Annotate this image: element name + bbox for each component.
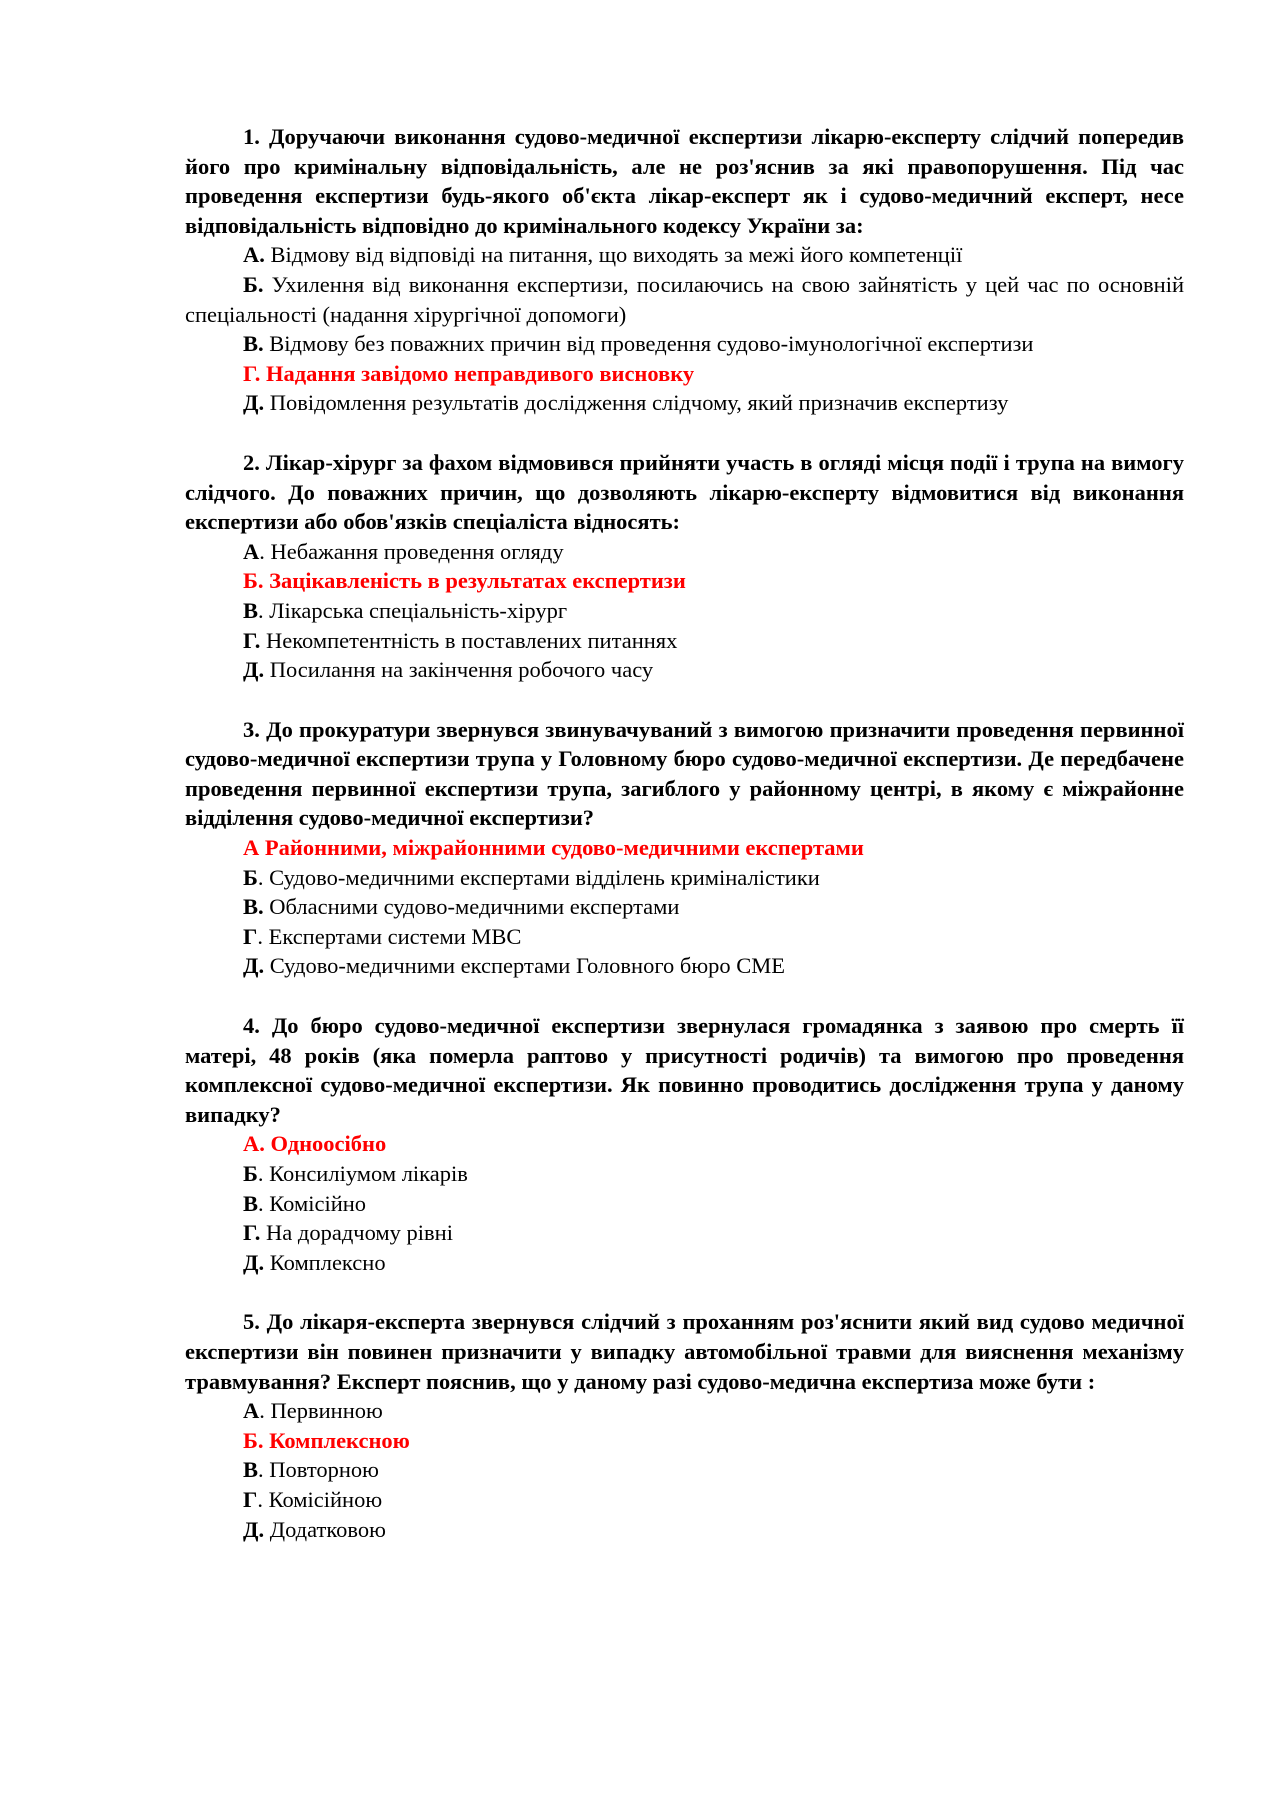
question-block <box>185 1307 1184 1544</box>
question-block <box>185 1011 1184 1277</box>
question-text: 3. До прокуратури звернувся звинувачуваний з вимогою призначити проведення первинної судово-медичної експертизи трупа у Головному бюро судово-медичної експертизи. Де передбачене проведення первинної експертизи трупа, загиблого у районному центрі, в якому є міжрайонне відділення судово-медичної експертизи? <box>185 716 1184 831</box>
option-letter: А. <box>243 242 265 268</box>
option-text: . Комісійною <box>257 1486 383 1512</box>
answer-option <box>185 1455 1184 1485</box>
option-letter: А. <box>243 1131 265 1157</box>
option-text: . Лікарська спеціальність-хірург <box>258 597 568 623</box>
option-letter: Б. <box>243 271 264 297</box>
option-text: Судово-медичними експертами Головного бюро СМЕ <box>264 953 786 979</box>
answer-option <box>185 922 1184 952</box>
option-letter: Г. <box>243 1220 261 1246</box>
question-block <box>185 122 1184 418</box>
option-text: Комплексно <box>264 1249 386 1275</box>
option-text: Зацікавленість в результатах експертизи <box>263 568 686 594</box>
option-letter: Г <box>243 923 258 949</box>
answer-option <box>185 1396 1184 1426</box>
option-text: Некомпетентність в поставлених питаннях <box>260 627 678 653</box>
option-letter: Г <box>243 1486 258 1512</box>
answer-option <box>185 655 1184 685</box>
answer-option <box>185 1159 1184 1189</box>
option-letter: Б. <box>243 1427 264 1453</box>
option-text: Ухилення від виконання експертизи, посилаючись на свою зайнятість у цей час по основній спеціальності (надання хірургічної допомоги) <box>185 271 1184 327</box>
option-letter: Б <box>243 864 258 890</box>
answer-option <box>185 892 1184 922</box>
answer-option <box>185 951 1184 981</box>
option-text: Посилання на закінчення робочого часу <box>264 657 654 683</box>
option-text: Повідомлення результатів дослідження слідчому, який призначив експертизу <box>264 390 1009 416</box>
option-letter: Д. <box>243 1249 265 1275</box>
answer-option <box>185 1485 1184 1515</box>
option-letter: Б. <box>243 568 264 594</box>
option-letter: Д. <box>243 657 265 683</box>
option-text: Обласними судово-медичними експертами <box>263 894 680 920</box>
option-letter: Г. <box>243 627 261 653</box>
option-text: Відмову без поважних причин від проведення судово-імунологічної експертизи <box>263 331 1034 357</box>
option-letter: А <box>243 835 260 861</box>
question-text: 2. Лікар-хірург за фахом відмовився прийняти участь в огляді місця події і трупа на вимогу слідчого. До поважних причин, що дозволяють лікарю-експерту відмовитися від виконання експертизи або обов'язків спеціаліста відносять: <box>185 449 1184 535</box>
option-text: Районними, міжрайонними судово-медичними експертами <box>259 835 864 861</box>
answer-option-correct <box>185 1426 1184 1456</box>
answer-option <box>185 1189 1184 1219</box>
answer-option <box>185 1515 1184 1545</box>
option-letter: В <box>243 1457 259 1483</box>
question-text: 4. До бюро судово-медичної експертизи звернулася громадянка з заявою про смерть її матері, 48 років (яка померла раптово у присутності родичів) та вимогою про проведення комплексної судово-медичної експертизи. Як повинно проводитись дослідження трупа у даному випадку? <box>185 1013 1184 1127</box>
option-letter: Г. <box>243 360 261 386</box>
option-letter: В <box>243 597 259 623</box>
answer-option <box>185 626 1184 656</box>
answer-option-correct <box>185 833 1184 863</box>
answer-option <box>185 863 1184 893</box>
answer-option-correct <box>185 566 1184 596</box>
option-letter: Б <box>243 1161 258 1186</box>
option-letter: В. <box>243 894 264 920</box>
question-text: 1. Доручаючи виконання судово-медичної експертизи лікарю-експерту слідчий попередив його про кримінальну відповідальність, але не роз'яснив за які правопорушення. Під час проведення експертизи будь-якого об'єкта лікар-експерт як і судово-медичний експерт, несе відповідальність відповідно до кримінального кодексу України за: <box>185 124 1184 238</box>
question-text: 5. До лікаря-експерта звернувся слідчий з проханням роз'яснити який вид судово медичної експертизи він повинен призначити у випадку автомобільної травми для вияснення механізму травмування? Експерт пояснив, що у даному разі судово-медична експертиза може бути : <box>185 1309 1184 1394</box>
option-letter: Д. <box>243 1516 265 1542</box>
answer-option <box>185 270 1184 329</box>
option-letter: В <box>243 1190 259 1216</box>
option-text: Додатковою <box>264 1516 386 1542</box>
option-letter: Д. <box>243 390 265 416</box>
answer-option <box>185 240 1184 270</box>
question-block <box>185 715 1184 981</box>
option-text: Одноосібно <box>264 1131 387 1157</box>
option-text: . Повторною <box>258 1457 379 1483</box>
option-text: . Судово-медичними експертами відділень криміналістики <box>257 864 820 890</box>
option-text: . Небажання проведення огляду <box>259 538 564 564</box>
option-text: Комплексною <box>263 1427 410 1453</box>
option-text: . Комісійно <box>258 1190 367 1216</box>
option-text: Надання завідомо неправдивого висновку <box>260 360 695 386</box>
option-letter: А <box>243 538 260 564</box>
option-text: Відмову від відповіді на питання, що виходять за межі його компетенції <box>264 242 963 268</box>
question-list <box>185 122 1184 1544</box>
answer-option <box>185 1218 1184 1248</box>
question-block <box>185 448 1184 685</box>
option-text: . Первинною <box>259 1398 383 1424</box>
answer-option <box>185 388 1184 418</box>
option-letter: А <box>243 1398 260 1424</box>
option-letter: Д. <box>243 953 265 979</box>
answer-option-correct <box>185 359 1184 389</box>
answer-option <box>185 537 1184 567</box>
answer-option-correct <box>185 1129 1184 1159</box>
answer-option <box>185 1248 1184 1278</box>
option-text: . Консиліумом лікарів <box>257 1161 468 1186</box>
answer-option <box>185 596 1184 626</box>
option-text: . Експертами системи МВС <box>257 923 522 949</box>
answer-option <box>185 329 1184 359</box>
option-letter: В. <box>243 331 264 357</box>
option-text: На дорадчому рівні <box>260 1220 453 1246</box>
